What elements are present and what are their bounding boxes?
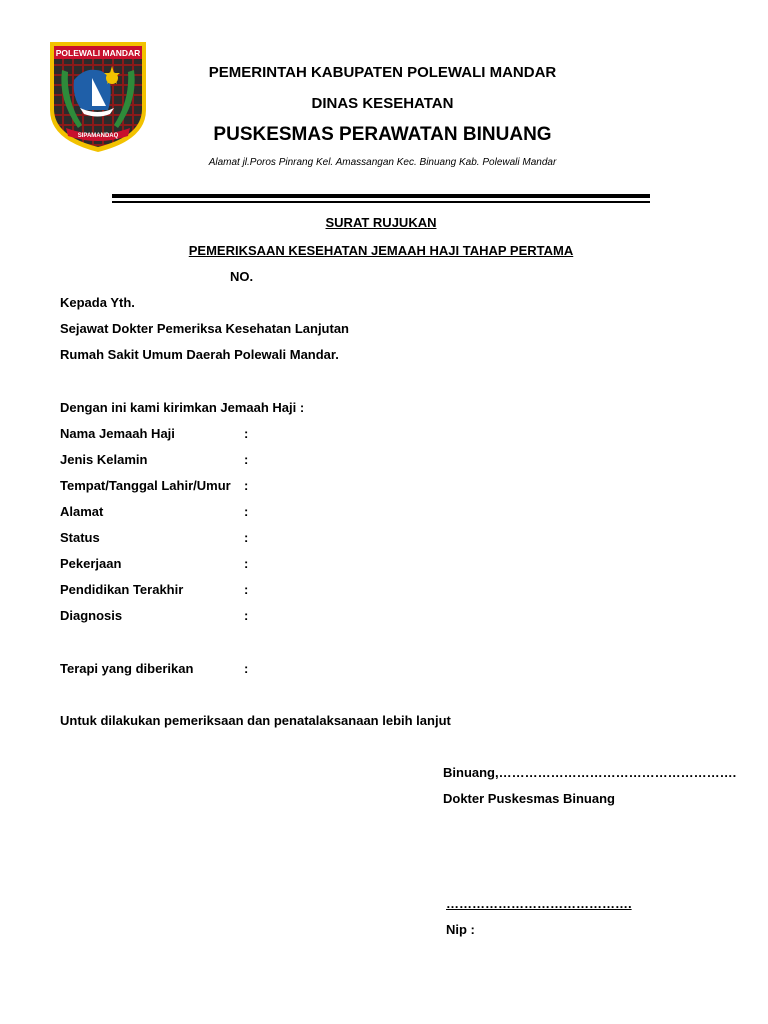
field-label-status: Status <box>60 530 100 545</box>
recipient-salutation: Kepada Yth. <box>60 295 135 310</box>
intro-text: Dengan ini kami kirimkan Jemaah Haji : <box>60 400 305 415</box>
header-rule-thick <box>112 194 650 198</box>
closing-text: Untuk dilakukan pemeriksaan dan penatalaksanaan lebih lanjut <box>60 713 451 728</box>
signature-place-date: Binuang,………………………………………………. <box>443 765 737 780</box>
field-colon: : <box>244 661 249 676</box>
field-colon: : <box>244 582 249 597</box>
polewali-mandar-logo <box>48 40 148 154</box>
header-address: Alamat jl.Poros Pinrang Kel. Amassangan Kec. Binuang Kab. Polewali Mandar <box>208 157 557 168</box>
field-colon: : <box>244 530 249 545</box>
header-rule-thin <box>112 201 650 203</box>
field-label-address: Alamat <box>60 504 104 519</box>
field-colon: : <box>244 426 249 441</box>
field-colon: : <box>244 452 249 467</box>
field-label-occupation: Pekerjaan <box>60 556 122 571</box>
field-label-therapy: Terapi yang diberikan <box>60 661 194 676</box>
field-label-name: Nama Jemaah Haji <box>60 426 175 441</box>
field-label-education: Pendidikan Terakhir <box>60 582 184 597</box>
field-colon: : <box>244 504 249 519</box>
field-label-birth: Tempat/Tanggal Lahir/Umur <box>60 478 231 493</box>
field-label-gender: Jenis Kelamin <box>60 452 148 467</box>
logo-top-text: POLEWALI MANDAR <box>55 48 141 58</box>
logo-bottom-text: SIPAMANDAQ <box>77 133 119 139</box>
header-department: DINAS KESEHATAN <box>311 95 454 112</box>
signature-nip: Nip : <box>446 922 475 937</box>
header-government: PEMERINTAH KABUPATEN POLEWALI MANDAR <box>208 64 557 81</box>
field-colon: : <box>244 608 249 623</box>
document-number-label: NO. <box>230 269 254 284</box>
header-institution: PUSKESMAS PERAWATAN BINUANG <box>213 124 552 145</box>
field-label-diagnosis: Diagnosis <box>60 608 123 623</box>
document-subtitle: PEMERIKSAAN KESEHATAN JEMAAH HAJI TAHAP PERTAMA <box>188 243 574 258</box>
field-colon: : <box>244 556 249 571</box>
recipient-hospital: Rumah Sakit Umum Daerah Polewali Mandar. <box>60 347 339 362</box>
signature-title: Dokter Puskesmas Binuang <box>443 791 615 806</box>
document-title: SURAT RUJUKAN <box>325 215 437 230</box>
recipient-doctor: Sejawat Dokter Pemeriksa Kesehatan Lanjutan <box>60 321 350 336</box>
signature-name-line: ……………………………………. <box>446 896 632 911</box>
field-colon: : <box>244 478 249 493</box>
